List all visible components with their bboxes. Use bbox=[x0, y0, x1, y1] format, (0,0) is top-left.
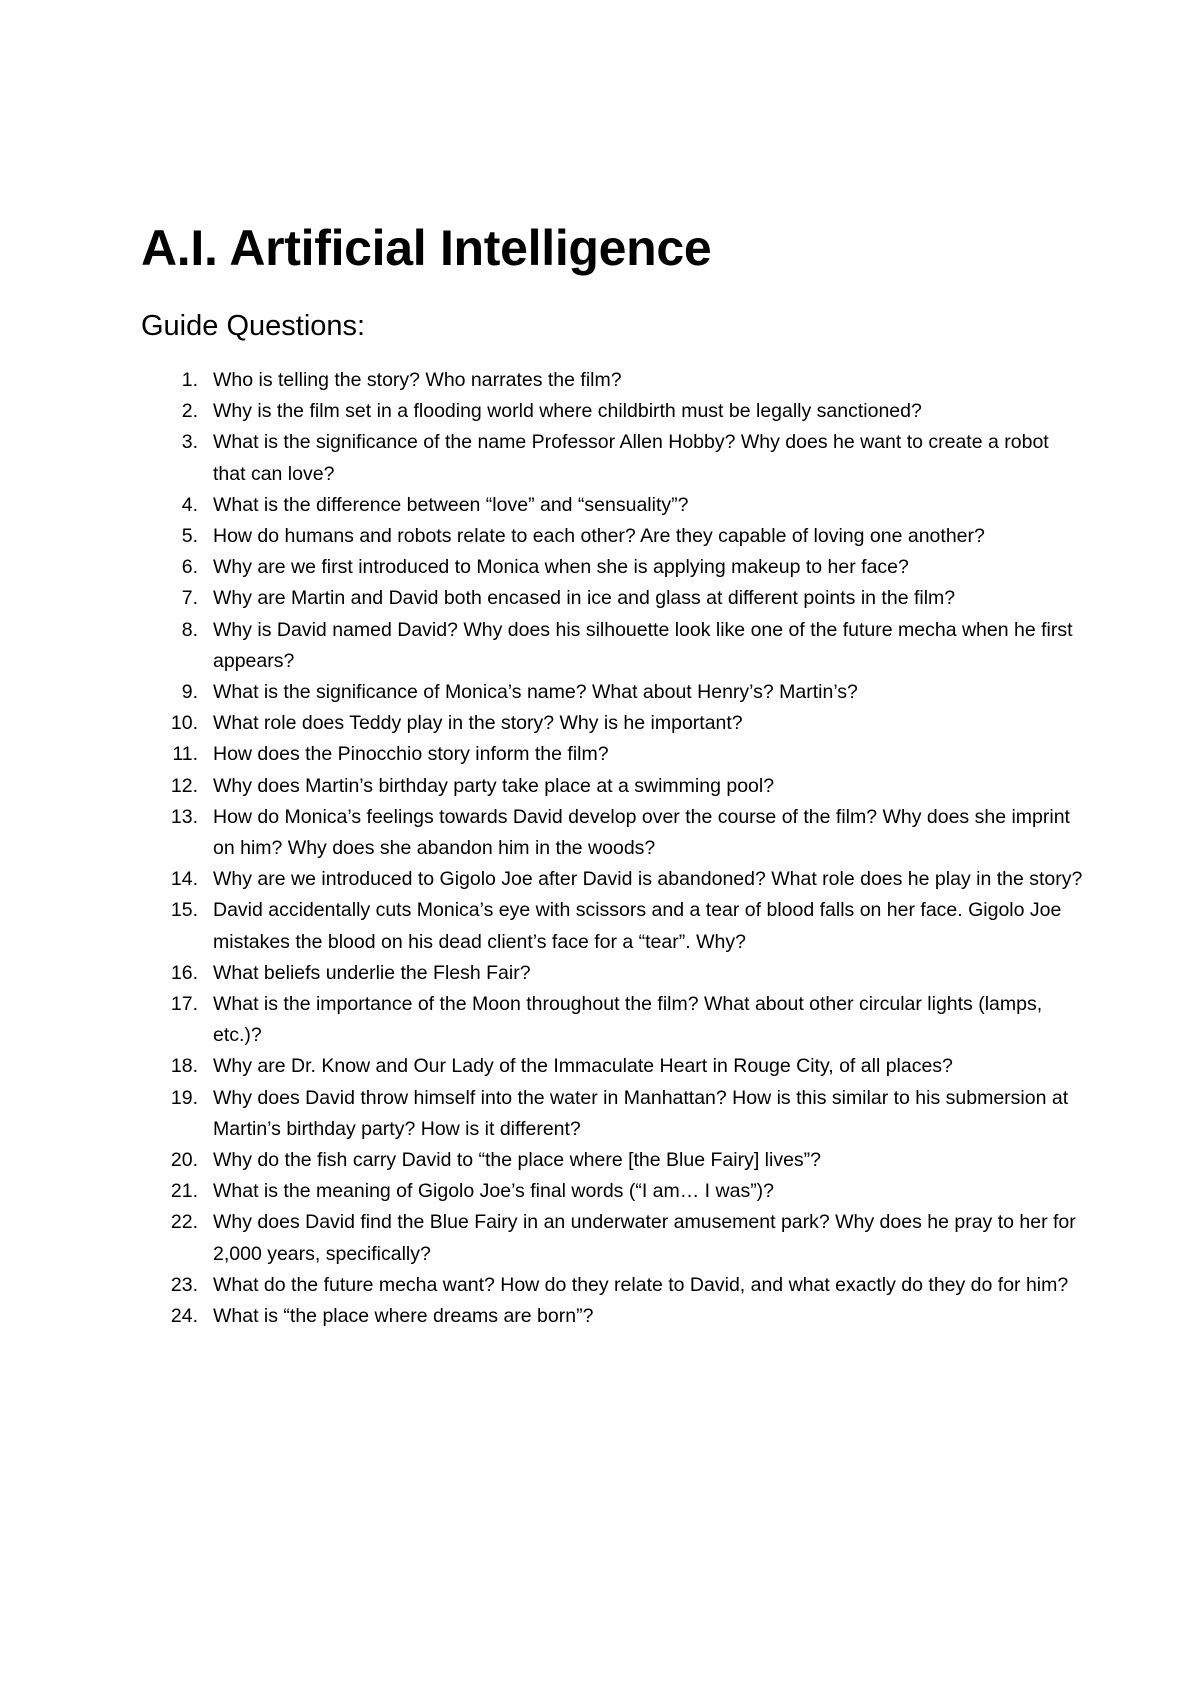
question-number: 20. bbox=[170, 1149, 198, 1172]
question-number: 1. bbox=[181, 369, 198, 391]
question-text: Why is David named David? Why does his silhouette look like one of the future mecha when he first appears? bbox=[213, 618, 1073, 672]
question-text: Why does Martin’s birthday party take place at a swimming pool? bbox=[213, 774, 775, 797]
list-item bbox=[0, 583, 1083, 614]
question-number: 11. bbox=[172, 743, 198, 766]
guide-questions-list bbox=[0, 365, 1200, 1332]
list-item bbox=[0, 1051, 1083, 1082]
list-item bbox=[0, 895, 1083, 957]
question-number: 21. bbox=[170, 1180, 198, 1203]
question-number: 2. bbox=[181, 400, 198, 423]
question-number: 22. bbox=[170, 1211, 198, 1234]
page-title: A.I. Artificial Intelligence bbox=[141, 220, 712, 276]
question-text: What is the difference between “love” and “sensuality”? bbox=[213, 493, 689, 516]
list-item bbox=[0, 739, 1083, 770]
question-text: What do the future mecha want? How do they relate to David, and what exactly do they do for him? bbox=[213, 1273, 1069, 1296]
question-number: 8. bbox=[181, 618, 198, 641]
question-number: 4. bbox=[181, 493, 198, 516]
question-text: What is “the place where dreams are born”? bbox=[213, 1305, 594, 1328]
list-item bbox=[0, 396, 1083, 427]
question-text: Why is the film set in a flooding world where childbirth must be legally sanctioned? bbox=[213, 400, 922, 423]
list-item bbox=[0, 1083, 1083, 1145]
question-text: Why are we introduced to Gigolo Joe after David is abandoned? What role does he play in the story? bbox=[213, 868, 1083, 891]
question-number: 9. bbox=[181, 681, 198, 704]
list-item bbox=[0, 365, 1083, 396]
question-number: 13. bbox=[170, 805, 198, 828]
question-number: 12. bbox=[170, 774, 198, 797]
question-number: 5. bbox=[181, 525, 198, 548]
question-text: Why are Martin and David both encased in ice and glass at different points in the film? bbox=[213, 587, 956, 610]
question-text: What is the significance of Monica’s name? What about Henry’s? Martin’s? bbox=[213, 681, 858, 704]
section-subtitle: Guide Questions: bbox=[141, 310, 366, 342]
list-item bbox=[0, 958, 1083, 989]
question-number: 23. bbox=[170, 1273, 198, 1296]
list-item bbox=[0, 708, 1083, 739]
list-item bbox=[0, 1145, 1083, 1176]
question-number: 18. bbox=[170, 1055, 198, 1078]
question-number: 10. bbox=[170, 712, 198, 735]
question-number: 14. bbox=[170, 868, 198, 891]
question-text: Why does David throw himself into the water in Manhattan? How is this similar to his submersion at Martin’s birthday party? How is it different? bbox=[213, 1086, 1069, 1140]
list-item bbox=[0, 427, 1083, 489]
list-item bbox=[0, 615, 1083, 677]
list-item bbox=[0, 1176, 1083, 1207]
question-number: 3. bbox=[181, 431, 198, 454]
list-item bbox=[0, 1270, 1083, 1301]
question-number: 16. bbox=[170, 961, 198, 984]
question-text: What beliefs underlie the Flesh Fair? bbox=[213, 961, 531, 984]
question-text: David accidentally cuts Monica’s eye with scissors and a tear of blood falls on her face. Gigolo Joe mistakes the blood on his dead client’s face for a “tear”. Why? bbox=[213, 899, 1062, 953]
question-text: How do humans and robots relate to each other? Are they capable of loving one another? bbox=[213, 525, 985, 548]
list-item bbox=[0, 1301, 1083, 1332]
list-item bbox=[0, 864, 1083, 895]
list-item bbox=[0, 552, 1083, 583]
question-text: What role does Teddy play in the story? Why is he important? bbox=[213, 712, 743, 735]
question-number: 6. bbox=[181, 556, 198, 579]
question-text: How does the Pinocchio story inform the film? bbox=[213, 743, 609, 766]
question-text: Why are we first introduced to Monica when she is applying makeup to her face? bbox=[213, 556, 909, 579]
question-text: Who is telling the story? Who narrates the film? bbox=[213, 369, 622, 391]
list-item bbox=[0, 989, 1083, 1051]
list-item bbox=[0, 521, 1083, 552]
question-text: Why do the fish carry David to “the place where [the Blue Fairy] lives”? bbox=[213, 1149, 822, 1172]
list-item bbox=[0, 677, 1083, 708]
question-text: Why are Dr. Know and Our Lady of the Immaculate Heart in Rouge City, of all places? bbox=[213, 1055, 953, 1078]
question-text: What is the importance of the Moon throughout the film? What about other circular lights (lamps, etc.)? bbox=[213, 993, 1043, 1047]
question-text: How do Monica’s feelings towards David develop over the course of the film? Why does she imprint on him? Why does she abandon him in the woods? bbox=[213, 805, 1070, 860]
question-text: What is the meaning of Gigolo Joe’s final words (“I am… I was”)? bbox=[213, 1180, 775, 1203]
list-item bbox=[0, 1207, 1083, 1269]
question-number: 17. bbox=[170, 993, 198, 1016]
list-item bbox=[0, 802, 1083, 864]
question-number: 24. bbox=[170, 1305, 198, 1328]
question-number: 15. bbox=[170, 899, 198, 922]
question-text: Why does David find the Blue Fairy in an underwater amusement park? Why does he pray to her for 2,000 years, specifically? bbox=[213, 1211, 1076, 1265]
list-item bbox=[0, 771, 1083, 802]
question-text: What is the significance of the name Professor Allen Hobby? Why does he want to create a robot that can love? bbox=[213, 431, 1049, 485]
question-number: 7. bbox=[181, 587, 198, 610]
list-item bbox=[0, 490, 1083, 521]
question-number: 19. bbox=[170, 1086, 198, 1109]
